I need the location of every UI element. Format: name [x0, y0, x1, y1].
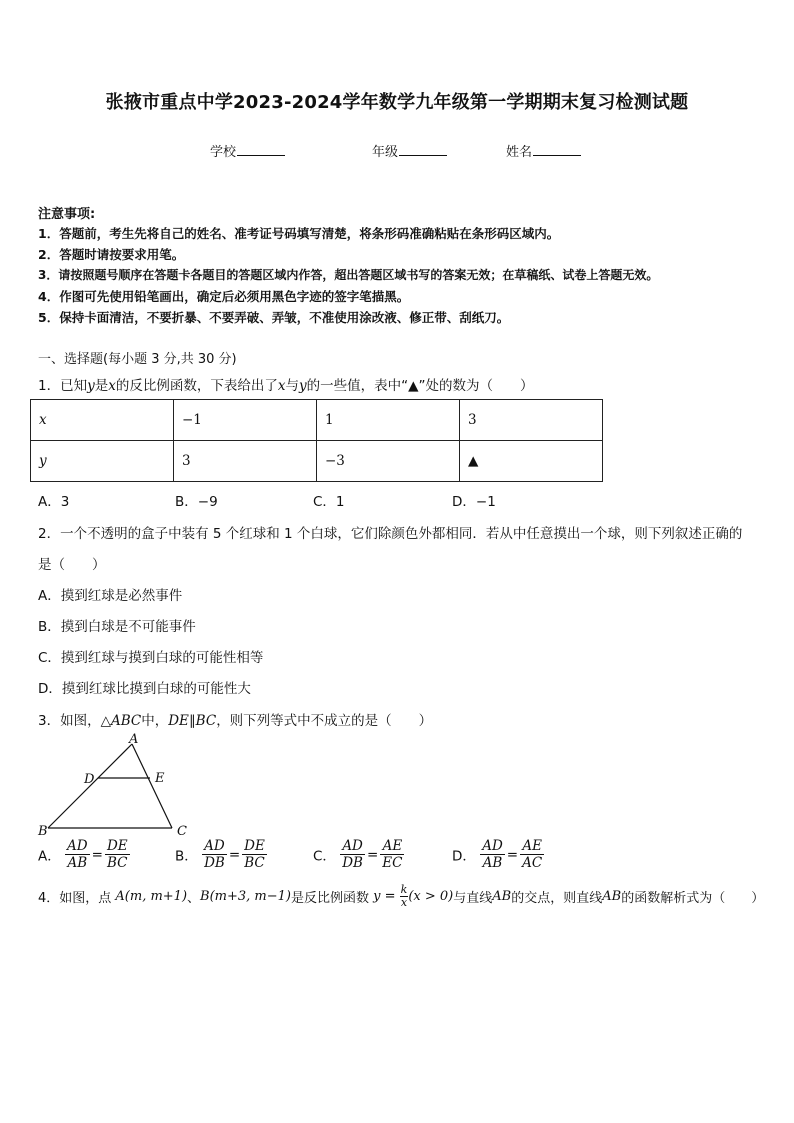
point-label-c: C [177, 824, 187, 839]
parallel-symbol: ∥ [188, 713, 196, 729]
note-item: 5．保持卡面清洁，不要折暴、不要弄破、弄皱，不准使用涂改液、修正带、刮纸刀。 [38, 310, 510, 325]
var-bc: BC [195, 713, 217, 729]
table-cell: y [31, 441, 174, 482]
point-a: A(m, m+1) [115, 889, 188, 904]
point-b: B(m+3, m−1) [200, 889, 291, 904]
q4-text: 4．如图，点 [38, 891, 116, 906]
table-cell: −1 [174, 400, 317, 441]
point-label-e: E [155, 771, 165, 786]
q1-text: 的一些值，表中“▲”处的数为（ ） [306, 378, 534, 394]
question-3 [38, 709, 432, 729]
q3-option-b: B． $\frac{AD}{DB}$ = $\frac{DE}{BC}$ [175, 838, 265, 871]
name-label: 姓名 [506, 145, 533, 160]
table-cell: ▲ [460, 441, 603, 482]
name-field [506, 141, 581, 160]
q2-option-a: A．摸到红球是必然事件 [38, 588, 183, 604]
table-cell: 1 [317, 400, 460, 441]
q2-option-c: C．摸到红球与摸到白球的可能性相等 [38, 650, 264, 666]
separator: 、 [187, 891, 201, 906]
point-label-b: B [38, 824, 48, 839]
q3-option-d: D． $\frac{AD}{AB}$ = $\frac{AE}{AC}$ [452, 838, 543, 871]
q1-text: 是 [94, 378, 109, 394]
var-y: y [87, 378, 95, 394]
q1-text: 1．已知 [38, 378, 88, 394]
note-item: 2．答题时请按要求用笔。 [38, 247, 185, 262]
q4-text: 是反比例函数 [291, 891, 374, 906]
q1-option-a: A．3 [38, 494, 70, 510]
table-cell: −3 [317, 441, 460, 482]
school-field [210, 141, 285, 160]
point-label-a: A [129, 732, 139, 747]
func-condition: (x > 0) [408, 889, 454, 904]
table-row [31, 400, 603, 441]
triangle-figure [30, 730, 200, 840]
school-label: 学校 [210, 145, 237, 160]
line-ab: AB [492, 889, 512, 904]
note-item: 4．作图可先使用铅笔画出，确定后必须用黑色字迹的签字笔描黑。 [38, 289, 410, 304]
q3-text: 3．如图，△ [38, 713, 111, 729]
page-title: 张掖市重点中学2023-2024学年数学九年级第一学期期末复习检测试题 [105, 92, 689, 113]
note-item: 3．请按照题号顺序在答题卡各题目的答题区域内作答，超出答题区域书写的答案无效；在草稿纸、试卷上答题无效。 [38, 268, 659, 282]
q4-text: 的交点，则直线 [511, 891, 603, 906]
grade-field [372, 141, 447, 160]
equals: = [380, 889, 400, 904]
q2-option-b: B．摸到白球是不可能事件 [38, 619, 196, 635]
table-cell: 3 [460, 400, 603, 441]
var-x: x [277, 378, 286, 394]
var-y: y [298, 378, 307, 394]
question-4 [38, 884, 764, 909]
note-item: 1．答题前，考生先将自己的姓名、准考证号码填写清楚，将条形码准确粘贴在条形码区域内。 [38, 226, 560, 241]
school-blank [237, 143, 285, 156]
var-de: DE [168, 713, 189, 729]
table-cell: x [31, 400, 174, 441]
line-ab: AB [602, 889, 622, 904]
question-2-line2: 是（ ） [38, 557, 106, 573]
q2-option-d: D．摸到红球比摸到白球的可能性大 [38, 681, 251, 697]
func-fraction: $\frac{k}{x}$ [400, 883, 408, 909]
q3-option-c: C． $\frac{AD}{DB}$ = $\frac{AE}{EC}$ [313, 838, 403, 871]
q4-text: 与直线 [453, 891, 493, 906]
q1-option-c: C．1 [313, 494, 345, 510]
point-label-d: D [84, 772, 95, 787]
q1-option-d: D．−1 [452, 494, 496, 510]
q1-option-b: B．−9 [175, 494, 218, 510]
var-abc: ABC [110, 713, 142, 729]
q3-text: 中， [141, 713, 169, 729]
section-title: 一、选择题(每小题 3 分,共 30 分) [38, 352, 237, 367]
grade-blank [399, 143, 447, 156]
xy-table [30, 399, 603, 482]
q1-text: 与 [285, 378, 299, 394]
question-1 [38, 374, 534, 394]
name-blank [533, 143, 581, 156]
notes-heading: 注意事项: [38, 207, 96, 222]
question-2-line1: 2．一个不透明的盒子中装有 5 个红球和 1 个白球，它们除颜色外都相同．若从中任意摸出一个球，则下列叙述正确的 [38, 526, 743, 542]
grade-label: 年级 [372, 145, 399, 160]
q1-text: 的反比例函数，下表给出了 [115, 378, 278, 394]
q3-text: ，则下列等式中不成立的是（ ） [216, 713, 433, 729]
var-x: x [108, 378, 116, 394]
table-cell: 3 [174, 441, 317, 482]
table-row [31, 441, 603, 482]
func-y: y [373, 889, 381, 904]
q3-option-a: A． $\frac{AD}{AB}$ = $\frac{DE}{BC}$ [38, 838, 128, 871]
q4-text: 的函数解析式为（ ） [621, 891, 765, 906]
